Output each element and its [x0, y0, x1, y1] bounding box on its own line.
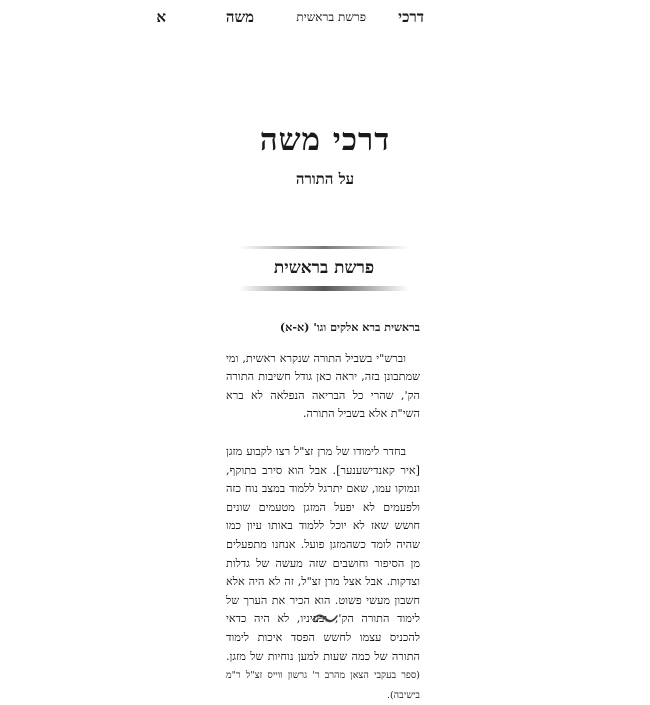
page-number: א: [156, 8, 166, 26]
parasha-rule-top: [239, 246, 409, 249]
paragraph-2-text: בחדר לימודו של מרן זצ"ל רצו לקבוע מזגן [איר קאנדישענער]. אבל הוא סירב בתוקף, ונמוקו עמו, שאם יתרגל ללמוד במצב נוח כזה ולפעמים לא יפעל המזגן מטעמים שונים חושש שאז לא יוכל ללמוד באותו עיון כמו שהיה לומד כשהמזגן פועל. אנחנו מתפעלים מן הסיפור וחושבים שזה מעשה של גדלות וצדקות. אבל אצל מרן זצ"ל, זה לא היה אלא חשבון מעשי פשוט. הוא הכיר את הערך של לימוד התורה הק', ובעיניו, לא היה כדאי להכניס עצמו לחשש הפסד איכות לימוד התורה של כמה שעות למען נוחיות של מזגן.: [226, 444, 420, 663]
source-note: (ספר בעקבי הצאן מהרב ר' גרשון ווייס זצ"ל ר"מ בישיבה).: [226, 670, 420, 701]
verse-heading: בראשית ברא אלקים וגו' (א-א): [279, 320, 420, 334]
book-title: דרכי משה: [259, 122, 391, 158]
running-head: [0, 6, 650, 30]
running-head-section: פרשת בראשית: [296, 10, 366, 24]
parasha-rule-bottom: [239, 286, 409, 291]
running-head-book-part2: משה: [225, 8, 254, 26]
body-text: [226, 318, 420, 705]
book-subtitle: על התורה: [295, 170, 355, 188]
paragraph-1: וברש"י בשביל התורה שנקרא ראשית, ומי שמתבונן בזה, יראה כאן גודל חשיבות התורה הק', שהרי כל הבריאה הנפלאה לא ברא השי"ת אלא בשביל התורה.: [226, 351, 420, 421]
paragraph-2: [226, 443, 420, 705]
running-head-book-part1: דרכי: [398, 8, 424, 26]
parasha-title: פרשת בראשית: [273, 258, 375, 278]
end-ornament-icon: [311, 612, 339, 624]
parasha-heading-box: [239, 246, 409, 294]
